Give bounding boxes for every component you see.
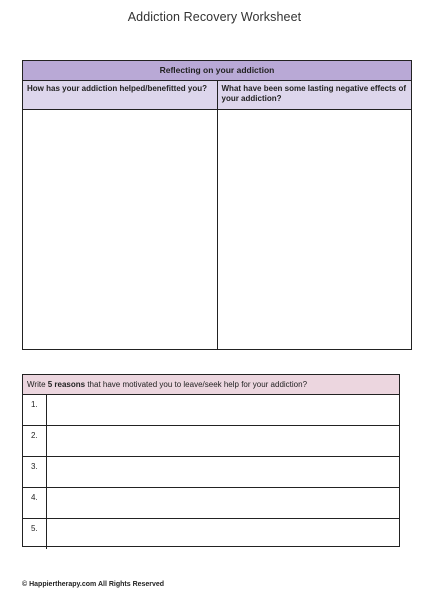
- reason-answer-field[interactable]: [47, 457, 399, 487]
- reason-answer-field[interactable]: [47, 426, 399, 456]
- reason-row: [23, 487, 399, 518]
- reflection-columns: [23, 81, 411, 349]
- reason-number: 2.: [23, 426, 47, 456]
- reason-number: 5.: [23, 519, 47, 549]
- reasons-prompt-prefix: Write: [27, 380, 48, 389]
- reflection-heading: Reflecting on your addiction: [23, 61, 411, 81]
- copyright-footer: © Happiertherapy.com All Rights Reserved: [22, 581, 165, 588]
- reasons-table: [22, 374, 400, 547]
- reasons-prompt-bold: 5 reasons: [47, 380, 86, 389]
- reason-answer-field[interactable]: [47, 395, 399, 425]
- reason-number: 1.: [23, 395, 47, 425]
- reason-number: 3.: [23, 457, 47, 487]
- benefits-column: [23, 81, 217, 349]
- reasons-prompt: [23, 375, 399, 395]
- reason-row: [23, 395, 399, 425]
- reason-number: 4.: [23, 488, 47, 518]
- benefits-question: How has your addiction helped/benefitted you?: [23, 81, 217, 110]
- reason-answer-field[interactable]: [47, 519, 399, 549]
- reason-row: [23, 425, 399, 456]
- reflection-table: [22, 60, 412, 350]
- negative-effects-answer-area[interactable]: [218, 110, 412, 349]
- negative-effects-column: [217, 81, 412, 349]
- reasons-prompt-suffix: that have motivated you to leave/seek help for your addiction?: [85, 380, 308, 389]
- page-title: Addiction Recovery Worksheet: [127, 10, 302, 24]
- reason-row: [23, 456, 399, 487]
- reason-answer-field[interactable]: [47, 488, 399, 518]
- benefits-answer-area[interactable]: [23, 110, 217, 349]
- reason-row: [23, 518, 399, 549]
- negative-effects-question: What have been some lasting negative effects of your addiction?: [218, 81, 412, 110]
